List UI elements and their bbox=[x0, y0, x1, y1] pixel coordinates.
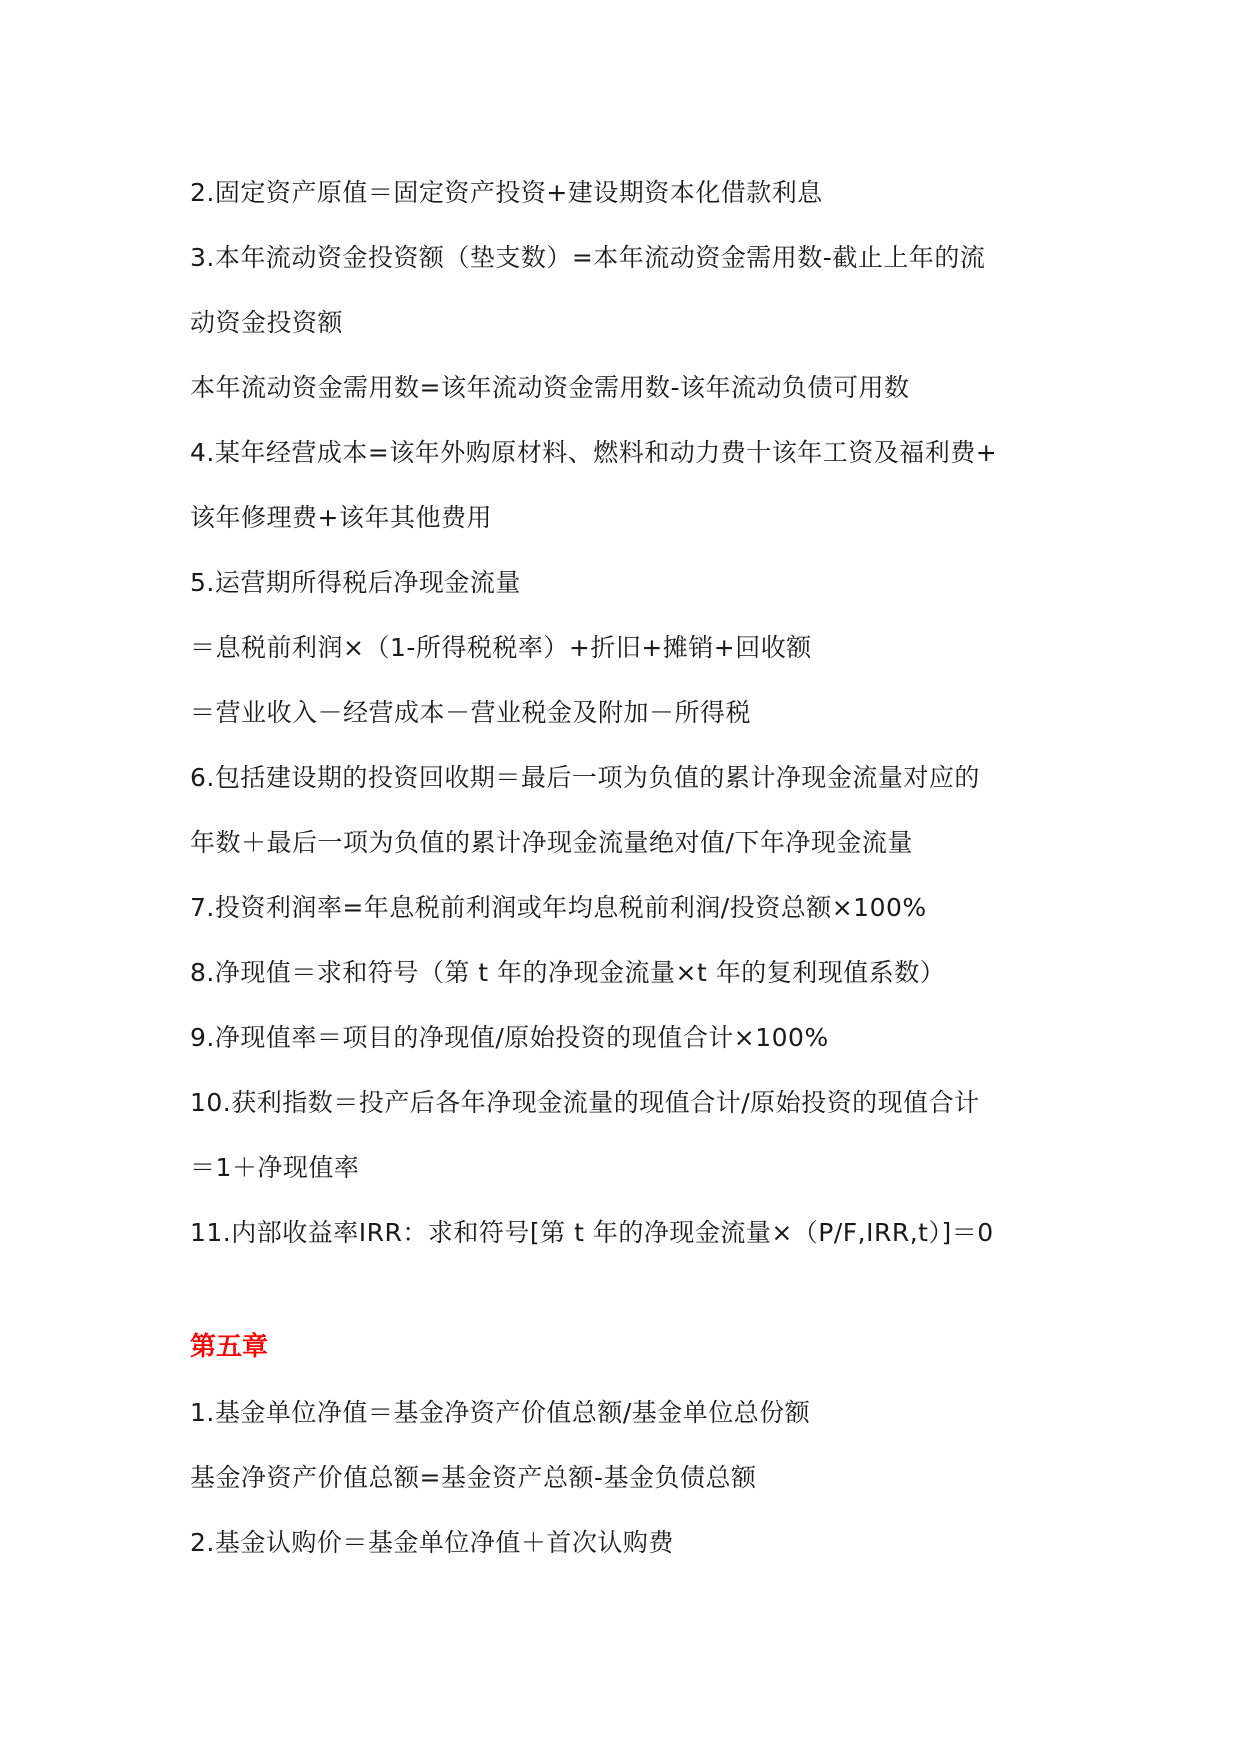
formula-line-fund-subscription: 2.基金认购价＝基金单位净值＋首次认购费 bbox=[190, 1528, 674, 1557]
formula-line-irr: 11.内部收益率IRR：求和符号[第 t 年的净现金流量×（P/F,IRR,t）]＝0 bbox=[190, 1218, 994, 1247]
formula-line-fund-nav: 1.基金单位净值＝基金净资产价值总额/基金单位总份额 bbox=[190, 1398, 811, 1427]
formula-line-payback-1: 6.包括建设期的投资回收期＝最后一项为负值的累计净现金流量对应的 bbox=[190, 763, 980, 792]
formula-line-net-cash-flow-a: ＝息税前利润×（1-所得税税率）+折旧+摊销+回收额 bbox=[190, 633, 812, 662]
formula-line-working-capital-2: 动资金投资额 bbox=[190, 308, 344, 337]
document-content bbox=[190, 160, 1070, 1575]
formula-line-net-cash-flow-b: ＝营业收入－经营成本－营业税金及附加－所得税 bbox=[190, 698, 752, 727]
formula-line-working-capital-need: 本年流动资金需用数=该年流动资金需用数-该年流动负债可用数 bbox=[190, 373, 910, 402]
formula-line-profitability-index-1: 10.获利指数＝投产后各年净现金流量的现值合计/原始投资的现值合计 bbox=[190, 1088, 980, 1117]
formula-line-npv-rate: 9.净现值率＝项目的净现值/原始投资的现值合计×100% bbox=[190, 1023, 829, 1052]
formula-line-operating-cost-2: 该年修理费+该年其他费用 bbox=[190, 503, 492, 532]
formula-line-payback-2: 年数＋最后一项为负值的累计净现金流量绝对值/下年净现金流量 bbox=[190, 828, 913, 857]
formula-line-profitability-index-2: ＝1＋净现值率 bbox=[190, 1153, 360, 1182]
formula-line-operating-cost-1: 4.某年经营成本=该年外购原材料、燃料和动力费十该年工资及福利费+ bbox=[190, 438, 998, 467]
chapter-heading: 第五章 bbox=[190, 1332, 269, 1362]
formula-line-working-capital-1: 3.本年流动资金投资额（垫支数）=本年流动资金需用数-截止上年的流 bbox=[190, 243, 986, 272]
formula-line-npv: 8.净现值＝求和符号（第 t 年的净现金流量×t 年的复利现值系数） bbox=[190, 958, 946, 987]
formula-line-roi: 7.投资利润率=年息税前利润或年均息税前利润/投资总额×100% bbox=[190, 893, 927, 922]
formula-line-fund-net-assets: 基金净资产价值总额=基金资产总额-基金负债总额 bbox=[190, 1463, 757, 1492]
formula-line-fixed-asset-value: 2.固定资产原值＝固定资产投资+建设期资本化借款利息 bbox=[190, 178, 823, 207]
formula-line-net-cash-flow: 5.运营期所得税后净现金流量 bbox=[190, 568, 521, 597]
